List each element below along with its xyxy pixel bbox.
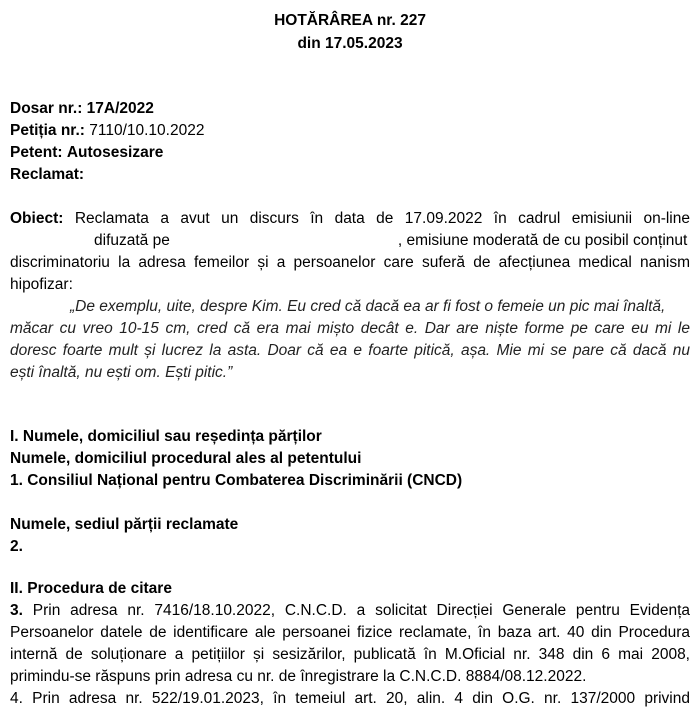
- paragraph-3-line-4: primindu-se răspuns prin adresa cu nr. de înregistrare la C.N.C.D. 8884/08.12.2022.: [10, 668, 587, 685]
- paragraph-3-text-1: Prin adresa nr. 7416/18.10.2022, C.N.C.D. a solicitat Direcției Generale pentru Evidența: [32, 602, 690, 619]
- paragraph-3-line-1: [10, 600, 690, 622]
- decision-title: HOTĂRÂREA nr. 227: [274, 12, 426, 29]
- section-1-subheading-petent: Numele, domiciliul procedural ales al petentului: [10, 450, 362, 467]
- quote-line-4: ești înaltă, nu ești om. Ești pitic.”: [10, 364, 233, 381]
- petent-value: Autosesizare: [66, 144, 164, 161]
- obiect-line-4: hipofizar:: [10, 276, 73, 293]
- section-2-heading: II. Procedura de citare: [10, 580, 172, 597]
- obiect-label: Obiect:: [10, 210, 64, 227]
- quote-line-1: „De exemplu, uite, despre Kim. Eu cred că dacă ea ar fi fost o femeie un pic mai înaltă,: [70, 298, 666, 315]
- paragraph-4-number: 4.: [10, 690, 23, 707]
- decision-date: din 17.05.2023: [297, 35, 403, 52]
- paragraph-4-text-1: Prin adresa nr. 522/19.01.2023, în temeiul art. 20, alin. 4 din O.G. nr. 137/2000 privind: [32, 690, 690, 707]
- section-1-item-2: 2.: [10, 538, 23, 555]
- paragraph-3-line-3: internă de soluționare a petițiilor și sesizărilor, publicată în M.Oficial nr. 348 din 6 mai 2008,: [10, 646, 690, 663]
- petent-line: [10, 142, 690, 164]
- dosar-value: 17A/2022: [86, 100, 154, 117]
- section-1-item-1: 1. Consiliul Național pentru Combaterea Discriminării (CNCD): [10, 472, 463, 489]
- section-1-heading: I. Numele, domiciliul sau reședința părților: [10, 428, 322, 445]
- obiect-text-1: Reclamata a avut un discurs în data de 17.09.2022 în cadrul emisiunii on-line: [74, 210, 690, 227]
- obiect-text-2b: , emisiune moderată de cu posibil conținut: [397, 232, 688, 249]
- paragraph-4-line-1: [10, 688, 690, 710]
- petitia-value: 7110/10.10.2022: [89, 122, 205, 139]
- paragraph-3-number: 3.: [10, 602, 23, 619]
- obiect-line-1: [10, 208, 690, 230]
- reclamat-label: Reclamat:: [10, 166, 85, 183]
- section-1-subheading-reclamat: Numele, sediul părții reclamate: [10, 516, 239, 533]
- obiect-line-3: discriminatoriu la adresa femeilor și a persoanelor care suferă de afecțiunea medical nanism: [10, 254, 690, 271]
- paragraph-3-line-2: Persoanelor datele de identificare ale persoanei fizice reclamate, în baza art. 40 din Procedura: [10, 624, 690, 641]
- dosar-line: [10, 98, 690, 120]
- petitia-label: Petiția nr.:: [10, 122, 85, 139]
- petent-label: Petent:: [10, 144, 63, 161]
- dosar-label: Dosar nr.:: [10, 100, 83, 117]
- petitia-line: [10, 120, 690, 142]
- reclamat-line: [10, 164, 690, 186]
- quote-line-3: doresc foarte mult și lucrez la asta. Doar că ea e foarte pitică, așa. Mie mi se pare că dacă nu: [10, 342, 690, 359]
- quote-line-2: măcar cu vreo 10-15 cm, cred că era mai mișto decât e. Dar are niște forme pe care eu mi le: [10, 320, 690, 337]
- obiect-text-2a: difuzată pe: [94, 232, 170, 249]
- obiect-line-2: [10, 230, 690, 252]
